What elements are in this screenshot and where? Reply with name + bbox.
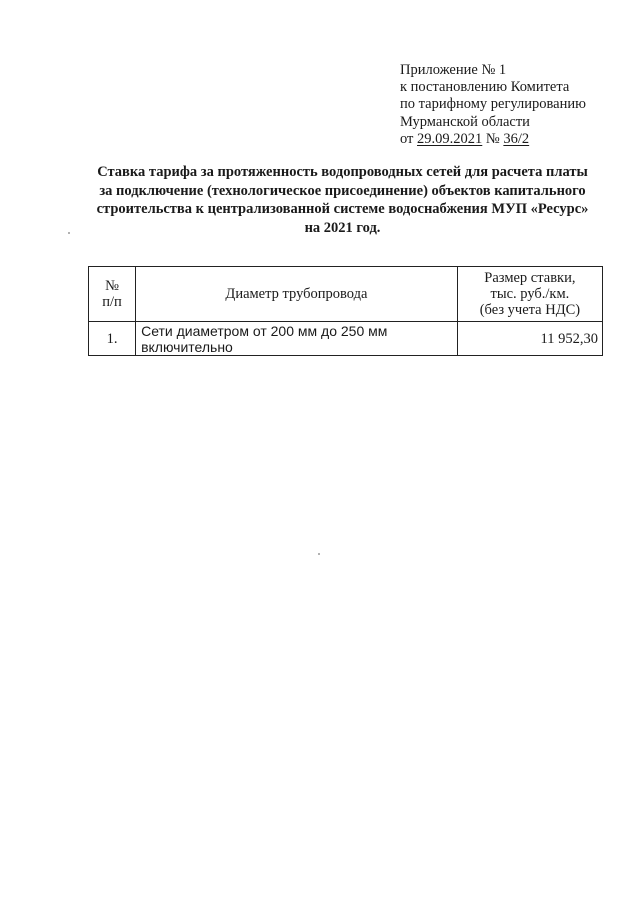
appendix-number: 36/2 <box>503 130 530 147</box>
cell-rate: 11 952,30 <box>457 322 602 356</box>
appendix-date: 29.09.2021 <box>417 130 483 147</box>
appendix-date-line <box>400 131 586 148</box>
appendix-line-2: к постановлению Комитета <box>400 79 570 96</box>
header-rate-line-2: тыс. руб./км. <box>490 286 570 302</box>
title-line-4: на 2021 год. <box>304 219 381 236</box>
header-rate-line-3: (без учета НДС) <box>479 302 581 318</box>
header-number-line-2: п/п <box>102 294 122 310</box>
header-number-line-1: № <box>105 278 119 294</box>
title-line-2: за подключение (технологическое присоединение) объектов капитального <box>99 182 586 199</box>
appendix-date-prefix: от <box>400 130 418 147</box>
appendix-line-1: Приложение № 1 <box>400 62 507 78</box>
appendix-block <box>400 62 586 148</box>
header-diameter: Диаметр трубопровода <box>136 267 458 322</box>
title-line-3: строительства к централизованной системе водоснабжения МУП «Ресурс» <box>96 201 589 217</box>
title-line-1: Ставка тарифа за протяженность водопроводных сетей для расчета платы <box>97 164 588 180</box>
appendix-number-prefix: № <box>482 130 504 147</box>
header-rate <box>457 267 602 322</box>
cell-diameter-line-2: включительно <box>141 339 233 355</box>
table-row <box>89 322 603 356</box>
cell-number: 1. <box>89 322 136 356</box>
header-number <box>89 267 136 322</box>
cell-diameter-line-1: Сети диаметром от 200 мм до 250 мм <box>141 323 388 339</box>
header-rate-line-1: Размер ставки, <box>484 270 576 286</box>
scan-speck <box>68 232 70 234</box>
document-title <box>70 163 615 237</box>
tariff-table <box>88 266 603 356</box>
appendix-line-4: Мурманской области <box>400 113 530 130</box>
table-header-row <box>89 267 603 322</box>
appendix-line-3: по тарифному регулированию <box>400 96 586 113</box>
cell-diameter <box>136 322 458 356</box>
scan-speck <box>318 553 320 555</box>
